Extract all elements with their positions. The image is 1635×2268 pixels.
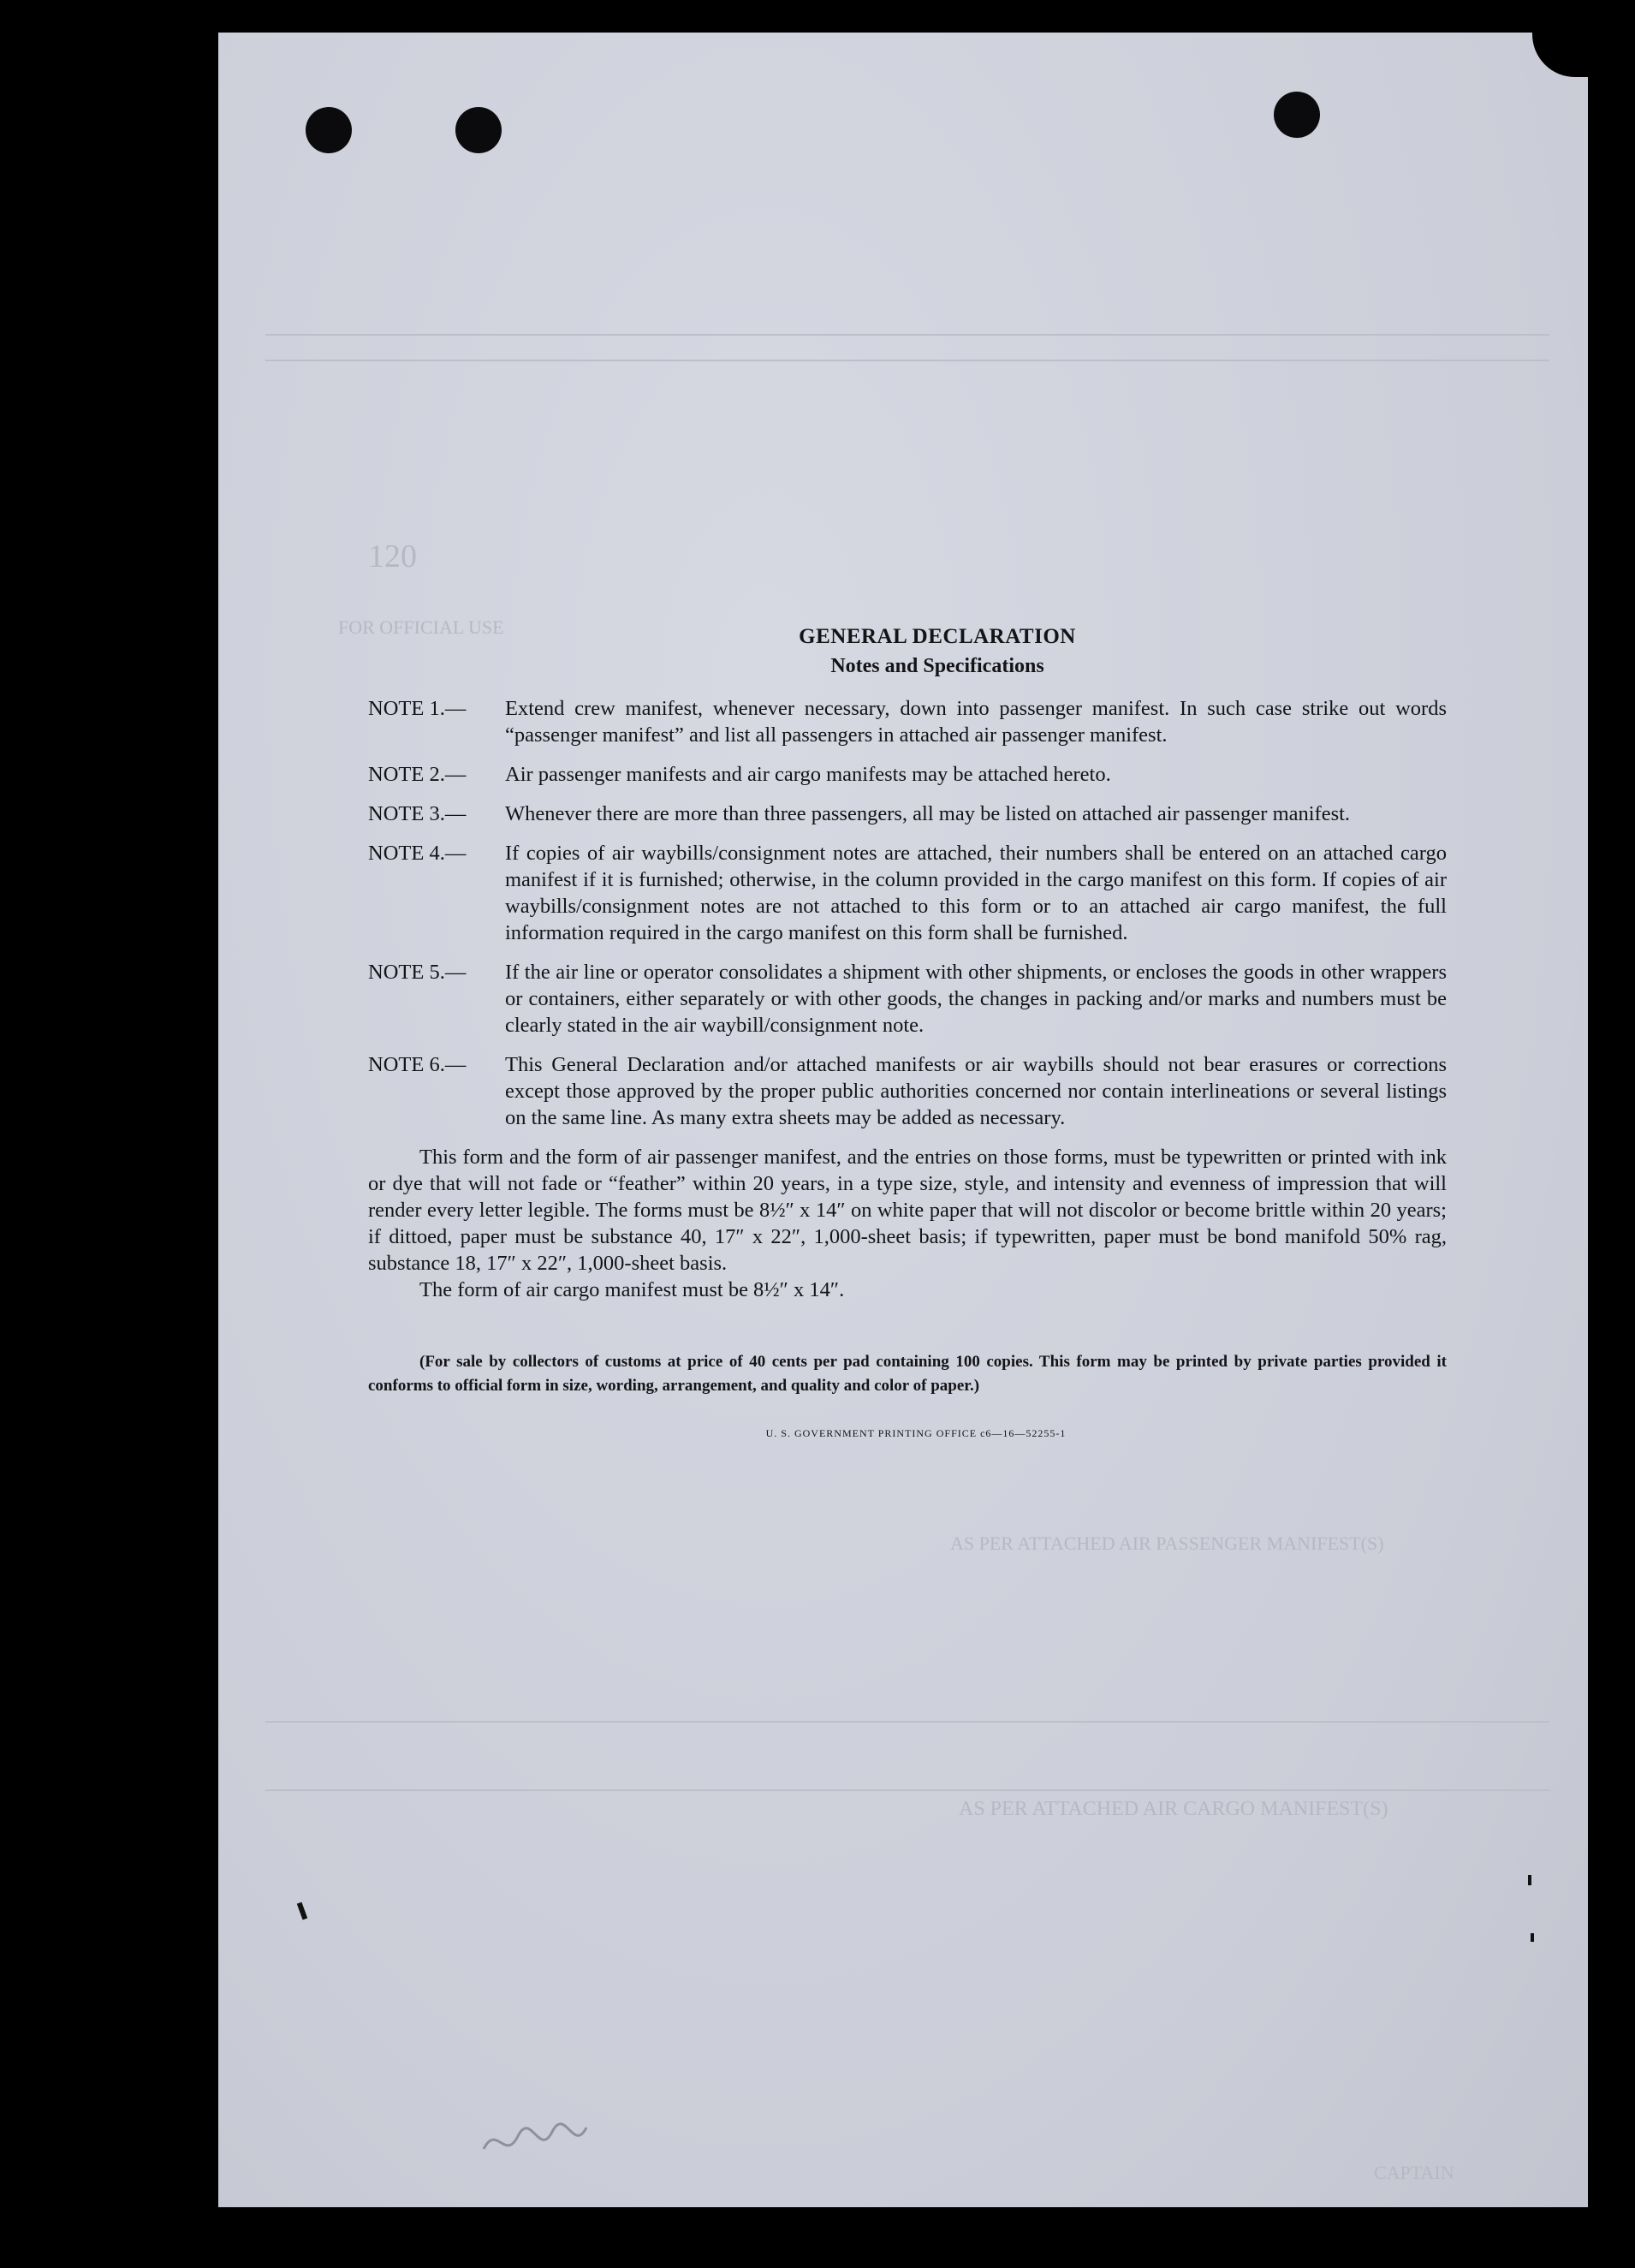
- show-through-line: [265, 1789, 1549, 1791]
- note-4: [368, 840, 1447, 946]
- notes-content: [368, 623, 1447, 1447]
- page-subtitle: Notes and Specifications: [830, 655, 1044, 677]
- note-label: NOTE 1.—: [368, 697, 467, 720]
- note-text: Extend crew manifest, whenever necessary, down into passenger manifest. In such case strike out words “passenger manifest” and list all passengers in attached air passenger manifest.: [505, 697, 1447, 747]
- note-label: NOTE 5.—: [368, 961, 467, 984]
- note-label: NOTE 2.—: [368, 763, 467, 786]
- punch-hole: [1274, 92, 1320, 138]
- page-title: GENERAL DECLARATION: [799, 625, 1076, 648]
- show-through-line: [265, 360, 1549, 361]
- paper-specification-paragraph: This form and the form of air passenger manifest, and the entries on those forms, must be typewritten or printed with ink or dye that will not fade or “feather” within 20 years, in a type size, style, and intensity and evenness of impression that will render every letter legible. The forms must be 8½″ x 14″ on white paper that will not discolor or become brittle within 20 years; if dittoed, paper must be substance 40, 17″ x 22″, 1,000-sheet basis; if typewritten, paper must be bond manifold 50% rag, substance 18, 17″ x 22″, 1,000-sheet basis.: [368, 1146, 1447, 1275]
- sale-note: (For sale by collectors of customs at price of 40 cents per pad containing 100 copies. This form may be printed by private parties provided it conforms to official form in size, wording, arrangement, and quality and color of paper.): [368, 1353, 1447, 1395]
- speck-mark: [1528, 1875, 1531, 1885]
- speck-mark: [1531, 1933, 1534, 1942]
- signature-show-through: [479, 2115, 591, 2166]
- cargo-manifest-size-paragraph: The form of air cargo manifest must be 8½″ x 14″.: [419, 1278, 845, 1301]
- note-6: [368, 1051, 1447, 1131]
- punch-hole: [306, 107, 352, 153]
- note-text: Air passenger manifests and air cargo manifests may be attached hereto.: [505, 763, 1111, 786]
- show-through-line: [265, 334, 1549, 336]
- show-through-official-use: FOR OFFICIAL USE: [338, 616, 504, 638]
- note-label: NOTE 4.—: [368, 842, 467, 865]
- note-text: If copies of air waybills/consignment notes are attached, their numbers shall be entered on an attached cargo manifest if it is furnished; otherwise, in the column provided in the cargo manifest on this form. If copies of air waybills/consignment notes are not attached to this form or to an attached air cargo manifest, the full information required in the cargo manifest on this form shall be furnished.: [505, 842, 1447, 944]
- note-label: NOTE 3.—: [368, 802, 467, 825]
- note-label: NOTE 6.—: [368, 1053, 467, 1076]
- note-1: [368, 695, 1447, 748]
- show-through-number: 120: [368, 539, 417, 574]
- note-5: [368, 959, 1447, 1039]
- show-through-captain: CAPTAIN: [1374, 2162, 1454, 2183]
- note-2: [368, 761, 1447, 788]
- show-through-cargo: AS PER ATTACHED AIR CARGO MANIFEST(S): [959, 1798, 1388, 1820]
- show-through-line: [265, 1721, 1549, 1723]
- note-3: [368, 801, 1447, 827]
- note-text: This General Declaration and/or attached manifests or air waybills should not bear erasures or corrections except those approved by the proper public authorities concerned nor contain interlineations or several listings on the same line. As many extra sheets may be added as necessary.: [505, 1053, 1447, 1129]
- note-text: If the air line or operator consolidates a shipment with other shipments, or encloses the goods in other wrappers or containers, either separately or with other goods, the changes in packing and/or marks and numbers must be clearly stated in the air waybill/consignment note.: [505, 961, 1447, 1037]
- note-text: Whenever there are more than three passengers, all may be listed on attached air passenger manifest.: [505, 802, 1351, 825]
- show-through-passenger: AS PER ATTACHED AIR PASSENGER MANIFEST(S): [950, 1533, 1384, 1554]
- punch-hole: [455, 107, 502, 153]
- printer-imprint: U. S. GOVERNMENT PRINTING OFFICE c6—16—52255-1: [765, 1427, 1067, 1439]
